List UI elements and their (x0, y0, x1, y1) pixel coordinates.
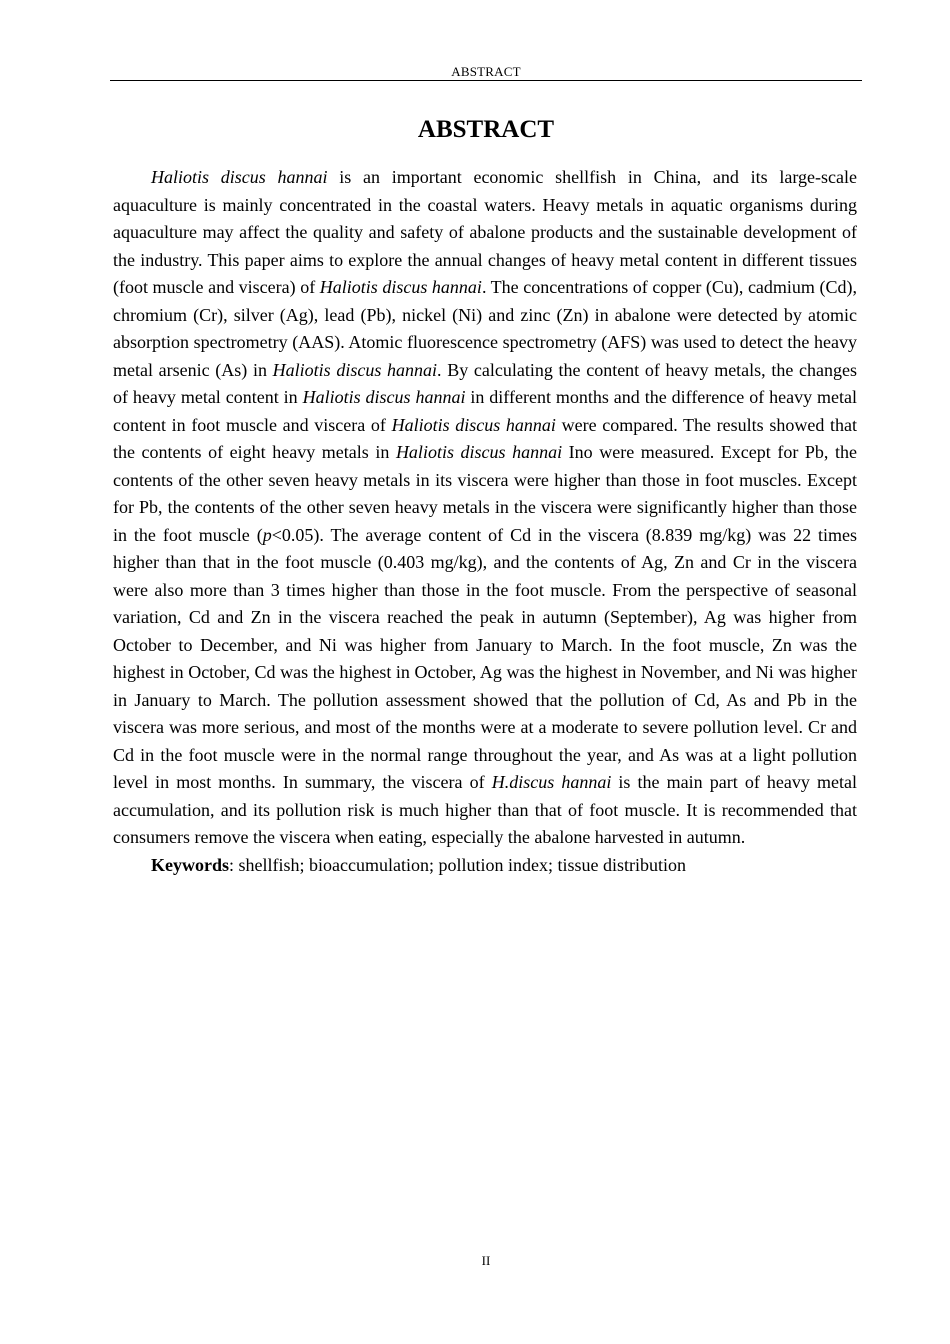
species-name: Haliotis discus hannai (395, 442, 563, 462)
page-title: ABSTRACT (417, 116, 555, 143)
abstract-text: <0.05). The average content of Cd in the viscera (8.839 mg/kg) was 22 times higher than that in the foot muscle (0.403 mg/kg), and the contents of Ag, Zn and Cr in the viscera were also more than 3 times higher than those in the foot muscle. From the perspective of seasonal variation, Cd and Zn in the viscera reached the peak in autumn (September), Ag was higher from October to December, and Ni was higher from January to March. In the foot muscle, Zn was the highest in October, Cd was the highest in October, Ag was the highest in November, and Ni was higher in January to March. The pollution assessment showed that the pollution of Cd, As and Pb in the viscera was more serious, and most of the months were at a moderate to severe pollution level. Cr and Cd in the foot muscle were in the normal range throughout the year, and As was at a light pollution level in most months. In summary, the viscera of (113, 524, 857, 792)
abstract-text: in different months and the difference of heavy metal content in foot muscle and viscera of (113, 387, 857, 435)
keywords-line (113, 852, 857, 880)
header-rule (110, 80, 862, 81)
species-name: Haliotis discus hannai (391, 414, 556, 435)
abstract-text: is the main part of heavy metal accumulation, and its pollution risk is much higher than that of foot muscle. It is recommended that consumers remove the viscera when eating, especially the abalone harvested in autumn. (113, 772, 857, 847)
abstract-text: . The concentrations of copper (Cu), cadmium (Cd), chromium (Cr), silver (Ag), lead (Pb), nickel (Ni) and zinc (Zn) in abalone were detected by atomic absorption spectrometry (AAS). Atomic fluorescence spectrometry (AFS) was used to detect the heavy metal arsenic (As) in (113, 277, 857, 380)
abstract-text: . By calculating the content of heavy metals, the changes of heavy metal content in (113, 359, 857, 407)
page-number: II (481, 1253, 491, 1268)
species-name: Haliotis discus hannai (272, 359, 438, 380)
species-name: Haliotis discus hannai (302, 387, 466, 407)
keywords-list: shellfish; bioaccumulation; pollution index; tissue distribution (238, 854, 686, 875)
abstract-text: were compared. The results showed that the contents of eight heavy metals in (113, 414, 857, 462)
species-name: Haliotis discus hannai (151, 167, 328, 187)
running-header: ABSTRACT (451, 64, 521, 79)
abstract-text: Ino were measured. Except for Pb, the contents of the other seven heavy metals in its viscera were higher than those in foot muscles. Except for Pb, the contents of the other seven heavy metals in the viscera were significantly higher than those in the foot muscle ( (113, 442, 857, 545)
keywords-label: Keywords (151, 854, 229, 875)
species-name: H.discus hannai (491, 772, 612, 792)
abstract-text: is an important economic shellfish in China, and its large-scale aquaculture is mainly concentrated in the coastal waters. Heavy metals in aquatic organisms during aquaculture may affect the quality and safety of abalone products and the sustainable development of the industry. This paper aims to explore the annual changes of heavy metal content in different tissues (foot muscle and viscera) of (113, 167, 857, 297)
p-value-symbol: p (262, 524, 272, 545)
abstract-paragraph (113, 164, 857, 852)
abstract-body (113, 164, 857, 879)
keywords-separator: : (229, 854, 239, 875)
species-name: Haliotis discus hannai (319, 277, 482, 297)
